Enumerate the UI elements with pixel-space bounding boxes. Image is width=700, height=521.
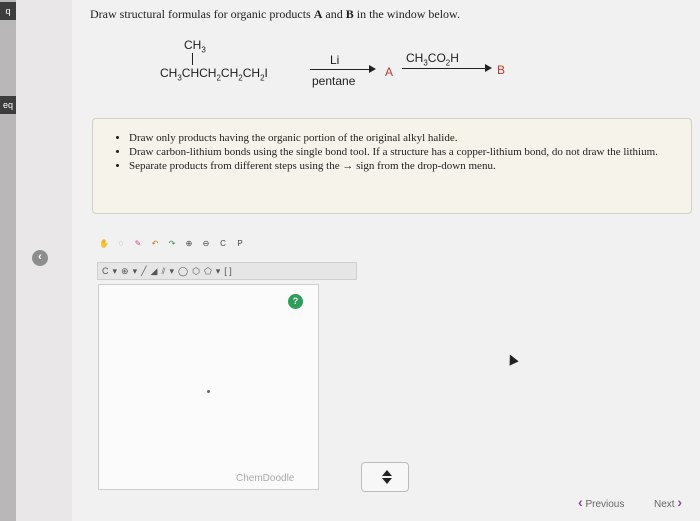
chevron-down-icon[interactable]: ▾: [169, 265, 174, 276]
element-selector[interactable]: C: [102, 266, 109, 276]
undo-icon[interactable]: ↶: [151, 239, 159, 248]
ring-tool-icon[interactable]: ◯: [178, 265, 189, 276]
product-b-label: B: [497, 63, 506, 77]
reagent-acetic-acid: $CH_3CO_2H$: [406, 51, 459, 68]
methyl-substituent: $CH_3$: [184, 38, 206, 55]
chevron-right-icon: ›: [677, 494, 683, 510]
reaction-arrow-1: [310, 69, 374, 70]
help-icon[interactable]: ?: [288, 294, 303, 309]
chevron-left-icon[interactable]: ‹: [32, 250, 48, 266]
instruction-item: • Draw carbon-lithium bonds using the single bond tool. If a structure has a copper-lithium bond, do not draw the lithium.: [129, 145, 675, 159]
chemdoodle-brand: ChemDoodle: [236, 473, 295, 484]
chevron-down-icon[interactable]: ▾: [215, 265, 221, 276]
zoom-out-icon[interactable]: ⊖: [202, 239, 210, 248]
template-icon[interactable]: C: [220, 239, 226, 248]
drawing-toolbar-bonds: [97, 262, 357, 280]
left-rail: [0, 0, 16, 521]
drawing-canvas[interactable]: [98, 284, 319, 490]
instructions-box: [92, 118, 692, 214]
chevron-up-icon[interactable]: [382, 470, 392, 476]
hexagon-ring-icon[interactable]: ⬡: [192, 265, 200, 276]
bracket-tool[interactable]: [ ]: [224, 266, 232, 276]
next-button[interactable]: Next ›: [654, 494, 683, 510]
solvent-pentane: pentane: [312, 74, 356, 88]
branch-bond: [192, 53, 193, 65]
canvas-dot: [207, 390, 210, 393]
product-a-label: A: [385, 65, 394, 79]
previous-button[interactable]: ‹ Previous: [578, 494, 625, 510]
charge-tool[interactable]: ⊕: [121, 265, 129, 276]
alkyl-chain: $CH_3CHCH_2CH_2CH_2I$: [160, 66, 268, 83]
hand-icon[interactable]: ✋: [99, 239, 109, 248]
rail-tab-2[interactable]: eq: [0, 96, 16, 114]
chevron-down-icon[interactable]: ▾: [132, 265, 138, 276]
chevron-down-icon[interactable]: ▾: [112, 265, 118, 276]
updown-stepper[interactable]: [361, 462, 409, 492]
eraser-icon[interactable]: ✎: [134, 239, 142, 248]
paste-icon[interactable]: P: [237, 239, 243, 248]
wedge-bond-icon[interactable]: ◢: [150, 265, 158, 276]
question-text: Draw structural formulas for organic products A and B in the window below.: [90, 7, 460, 21]
chevron-down-icon[interactable]: [382, 478, 392, 484]
redo-icon[interactable]: ↷: [168, 239, 176, 248]
lasso-icon[interactable]: ◌: [118, 239, 124, 248]
drawing-toolbar-top: [97, 236, 262, 252]
rail-tab-1[interactable]: q: [0, 2, 16, 20]
instruction-item: • Draw only products having the organic portion of the original alkyl halide.: [129, 131, 675, 145]
reagent-lithium: Li: [330, 53, 340, 67]
reaction-arrow-2: [402, 68, 490, 69]
instruction-item: • Separate products from different steps using the → sign from the drop-down menu.: [129, 159, 675, 173]
zoom-in-icon[interactable]: ⊕: [185, 239, 193, 248]
double-bond-icon[interactable]: ⫽: [161, 265, 166, 276]
chevron-left-icon: ‹: [578, 494, 583, 510]
single-bond-icon[interactable]: ╱: [141, 265, 147, 276]
pentagon-ring-icon[interactable]: ⬠: [203, 265, 212, 276]
